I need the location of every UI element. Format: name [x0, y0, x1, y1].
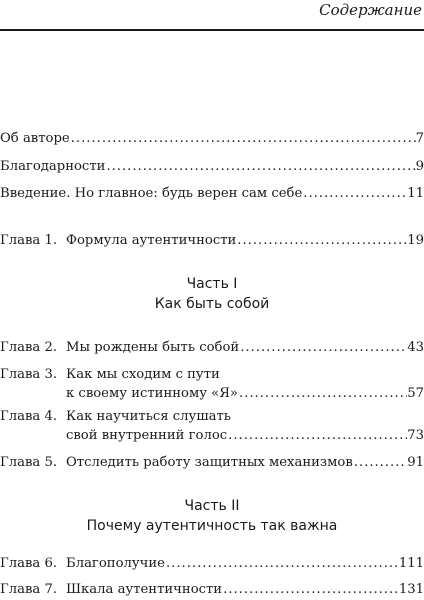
chapter-label: Глава 6. [0, 556, 58, 571]
toc-entry-title-line: Как мы сходим с пути [66, 367, 220, 382]
chapter-label: Глава 5. [0, 455, 58, 470]
toc-entry-title-line: свой внутренний голос [66, 428, 228, 443]
toc-entry-title: Шкала аутентичности [66, 582, 223, 597]
toc-page-number: 73 [407, 428, 424, 443]
toc-entry-acknowledgements[interactable] [0, 159, 424, 175]
toc-entry-title: Формула аутентичности [66, 233, 237, 248]
toc-entry-chapter-1[interactable] [0, 233, 424, 249]
toc-entry-title: Благодарности [0, 159, 106, 174]
toc-entry-title-line: к своему истинному «Я» [66, 386, 238, 401]
toc-entry-title: Мы рождены быть собой [66, 340, 240, 355]
toc-entry-chapter-2[interactable] [0, 340, 424, 356]
part-1-heading [0, 274, 424, 314]
chapter-label: Глава 2. [0, 340, 58, 355]
toc-page-number: 11 [407, 186, 424, 201]
part-title: Как быть собой [154, 296, 270, 312]
toc-entry-chapter-6[interactable] [0, 556, 424, 572]
running-head: Содержание [319, 1, 422, 19]
toc-page-number: 43 [407, 340, 424, 355]
toc-entry-title: Отследить работу защитных механизмов [66, 455, 353, 470]
part-title: Почему аутентичность так важна [86, 518, 338, 534]
toc-entry-chapter-5[interactable] [0, 455, 424, 471]
toc-page-number: 111 [398, 556, 424, 571]
toc-entry-chapter-4[interactable] [0, 409, 424, 444]
toc-entry-about-author[interactable] [0, 131, 424, 147]
part-2-heading [0, 496, 424, 536]
part-label: Часть I [186, 276, 238, 292]
toc-page-number: 7 [415, 131, 424, 146]
leader-dots [105, 159, 415, 175]
toc-page-number: 91 [407, 455, 424, 470]
leader-dots [227, 428, 407, 444]
leader-dots [236, 233, 407, 249]
part-label: Часть II [184, 498, 240, 514]
leader-dots [239, 340, 407, 356]
leader-dots [222, 582, 399, 598]
toc-entry-title-line: Как научиться слушать [66, 409, 231, 424]
leader-dots [70, 131, 416, 147]
toc-entry-introduction[interactable] [0, 186, 424, 202]
chapter-label: Глава 4. [0, 409, 58, 424]
chapter-label: Глава 1. [0, 233, 58, 248]
toc-entry-title: Благополучие [66, 556, 165, 571]
toc-entry-title: Введение. Но главное: будь верен сам себе [0, 186, 303, 201]
toc-entry-chapter-7[interactable] [0, 582, 424, 598]
toc-page-number: 9 [415, 159, 424, 174]
toc-entry-chapter-3[interactable] [0, 367, 424, 402]
toc-entry-title: Об авторе [0, 131, 70, 146]
leader-dots [238, 386, 407, 402]
toc-page-number: 131 [398, 582, 424, 597]
leader-dots [353, 455, 407, 471]
toc-page-number: 19 [407, 233, 424, 248]
leader-dots [165, 556, 399, 572]
toc-page-number: 57 [407, 386, 424, 401]
chapter-label: Глава 3. [0, 367, 58, 382]
leader-dots [302, 186, 407, 202]
chapter-label: Глава 7. [0, 582, 58, 597]
header-rule [0, 29, 424, 31]
